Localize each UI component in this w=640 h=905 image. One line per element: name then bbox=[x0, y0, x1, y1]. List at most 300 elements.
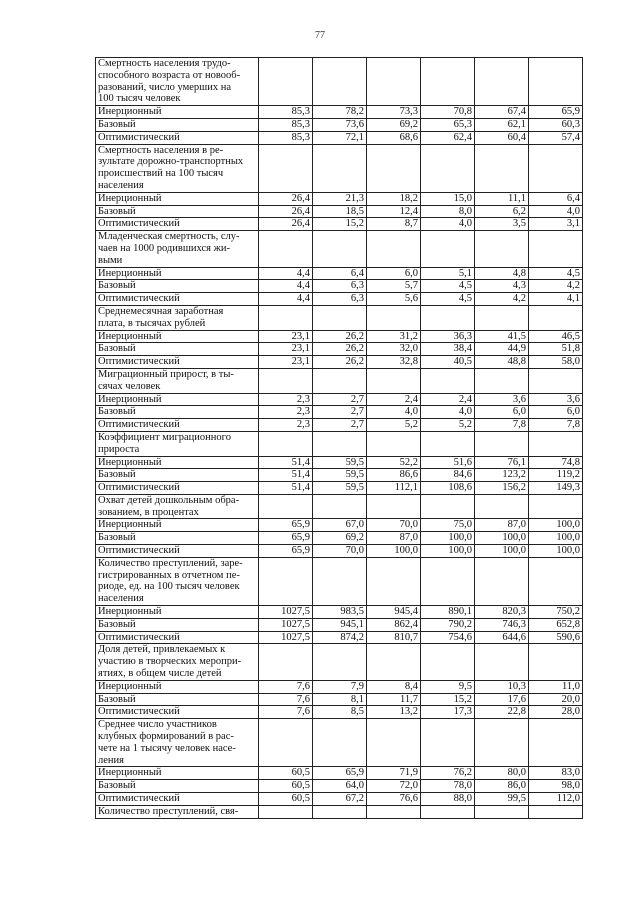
table-row bbox=[96, 330, 583, 343]
value-cell: 156,2 bbox=[475, 482, 529, 495]
scenario-label: Инерционный bbox=[96, 680, 259, 693]
empty-cell bbox=[475, 557, 529, 605]
value-cell: 76,6 bbox=[367, 793, 421, 806]
indicator-title-line: 100 тысяч человек bbox=[98, 93, 181, 105]
value-cell: 26,2 bbox=[313, 356, 367, 369]
indicator-title-line: риоде, ед. на 100 тысяч человек bbox=[98, 581, 240, 593]
value-cell: 890,1 bbox=[421, 606, 475, 619]
value-cell: 51,4 bbox=[259, 469, 313, 482]
table-row bbox=[96, 343, 583, 356]
empty-cell bbox=[529, 805, 583, 818]
value-cell: 13,2 bbox=[367, 706, 421, 719]
value-cell: 8,5 bbox=[313, 706, 367, 719]
indicator-title bbox=[96, 144, 259, 192]
value-cell: 84,6 bbox=[421, 469, 475, 482]
empty-cell bbox=[475, 644, 529, 680]
indicator-title-line: зультате дорожно-транспортных bbox=[98, 156, 244, 168]
value-cell: 32,0 bbox=[367, 343, 421, 356]
value-cell: 4,1 bbox=[529, 293, 583, 306]
value-cell: 100,0 bbox=[421, 532, 475, 545]
scenario-label: Базовый bbox=[96, 118, 259, 131]
value-cell: 21,3 bbox=[313, 192, 367, 205]
value-cell: 6,2 bbox=[475, 205, 529, 218]
empty-cell bbox=[259, 58, 313, 106]
table-row bbox=[96, 356, 583, 369]
value-cell: 69,2 bbox=[367, 118, 421, 131]
indicator-header-row bbox=[96, 805, 583, 818]
value-cell: 8,1 bbox=[313, 693, 367, 706]
empty-cell bbox=[259, 719, 313, 767]
table-row bbox=[96, 631, 583, 644]
value-cell: 65,9 bbox=[259, 519, 313, 532]
indicator-title bbox=[96, 557, 259, 605]
scenario-label: Оптимистический bbox=[96, 545, 259, 558]
value-cell: 78,2 bbox=[313, 106, 367, 119]
value-cell: 18,2 bbox=[367, 192, 421, 205]
empty-cell bbox=[313, 719, 367, 767]
value-cell: 112,0 bbox=[529, 793, 583, 806]
scenario-label: Оптимистический bbox=[96, 293, 259, 306]
value-cell: 2,3 bbox=[259, 406, 313, 419]
value-cell: 38,4 bbox=[421, 343, 475, 356]
value-cell: 7,9 bbox=[313, 680, 367, 693]
table-body bbox=[96, 58, 583, 819]
value-cell: 2,4 bbox=[367, 393, 421, 406]
indicator-title-line: Охват детей дошкольным обра- bbox=[98, 494, 240, 506]
table-row bbox=[96, 118, 583, 131]
table-row bbox=[96, 456, 583, 469]
value-cell: 73,6 bbox=[313, 118, 367, 131]
table-row bbox=[96, 106, 583, 119]
value-cell: 3,5 bbox=[475, 218, 529, 231]
value-cell: 1027,5 bbox=[259, 618, 313, 631]
value-cell: 100,0 bbox=[475, 545, 529, 558]
indicator-title-line: способного возраста от новооб- bbox=[98, 69, 241, 81]
value-cell: 32,8 bbox=[367, 356, 421, 369]
value-cell: 65,9 bbox=[313, 767, 367, 780]
indicator-title bbox=[96, 494, 259, 519]
indicator-title bbox=[96, 431, 259, 456]
indicator-header-row bbox=[96, 557, 583, 605]
value-cell: 5,7 bbox=[367, 280, 421, 293]
value-cell: 6,0 bbox=[529, 406, 583, 419]
value-cell: 2,4 bbox=[421, 393, 475, 406]
value-cell: 9,5 bbox=[421, 680, 475, 693]
indicator-title-line: плата, в тысячах рублей bbox=[98, 317, 206, 329]
table-row bbox=[96, 131, 583, 144]
scenario-label: Базовый bbox=[96, 280, 259, 293]
value-cell: 7,6 bbox=[259, 693, 313, 706]
scenario-label: Оптимистический bbox=[96, 131, 259, 144]
value-cell: 15,2 bbox=[313, 218, 367, 231]
value-cell: 810,7 bbox=[367, 631, 421, 644]
value-cell: 17,3 bbox=[421, 706, 475, 719]
empty-cell bbox=[475, 431, 529, 456]
value-cell: 652,8 bbox=[529, 618, 583, 631]
indicator-title-line: чете на 1 тысячу человек насе- bbox=[98, 742, 236, 754]
indicator-title-line: Среднемесячная заработная bbox=[98, 305, 224, 317]
scenario-label: Оптимистический bbox=[96, 793, 259, 806]
empty-cell bbox=[529, 431, 583, 456]
value-cell: 5,2 bbox=[421, 419, 475, 432]
value-cell: 1027,5 bbox=[259, 606, 313, 619]
value-cell: 746,3 bbox=[475, 618, 529, 631]
empty-cell bbox=[421, 231, 475, 267]
scenario-label: Инерционный bbox=[96, 192, 259, 205]
empty-cell bbox=[367, 719, 421, 767]
empty-cell bbox=[313, 144, 367, 192]
empty-cell bbox=[475, 805, 529, 818]
value-cell: 75,0 bbox=[421, 519, 475, 532]
indicator-header-row bbox=[96, 144, 583, 192]
value-cell: 4,3 bbox=[475, 280, 529, 293]
value-cell: 790,2 bbox=[421, 618, 475, 631]
empty-cell bbox=[421, 719, 475, 767]
scenario-label: Инерционный bbox=[96, 606, 259, 619]
value-cell: 40,5 bbox=[421, 356, 475, 369]
empty-cell bbox=[421, 144, 475, 192]
value-cell: 8,7 bbox=[367, 218, 421, 231]
empty-cell bbox=[367, 58, 421, 106]
table-row bbox=[96, 406, 583, 419]
value-cell: 15,0 bbox=[421, 192, 475, 205]
value-cell: 67,2 bbox=[313, 793, 367, 806]
empty-cell bbox=[367, 805, 421, 818]
value-cell: 112,1 bbox=[367, 482, 421, 495]
empty-cell bbox=[475, 231, 529, 267]
empty-cell bbox=[313, 644, 367, 680]
value-cell: 5,2 bbox=[367, 419, 421, 432]
empty-cell bbox=[529, 231, 583, 267]
value-cell: 57,4 bbox=[529, 131, 583, 144]
scenario-label: Оптимистический bbox=[96, 419, 259, 432]
empty-cell bbox=[313, 368, 367, 393]
value-cell: 26,4 bbox=[259, 205, 313, 218]
empty-cell bbox=[259, 494, 313, 519]
empty-cell bbox=[259, 368, 313, 393]
value-cell: 4,5 bbox=[529, 267, 583, 280]
indicator-header-row bbox=[96, 368, 583, 393]
value-cell: 4,2 bbox=[475, 293, 529, 306]
value-cell: 8,4 bbox=[367, 680, 421, 693]
indicator-title bbox=[96, 231, 259, 267]
empty-cell bbox=[313, 494, 367, 519]
table-row bbox=[96, 469, 583, 482]
empty-cell bbox=[421, 805, 475, 818]
value-cell: 4,0 bbox=[421, 218, 475, 231]
value-cell: 65,9 bbox=[529, 106, 583, 119]
value-cell: 6,4 bbox=[313, 267, 367, 280]
value-cell: 8,0 bbox=[421, 205, 475, 218]
value-cell: 26,4 bbox=[259, 218, 313, 231]
indicator-header-row bbox=[96, 305, 583, 330]
scenario-label: Инерционный bbox=[96, 267, 259, 280]
value-cell: 4,0 bbox=[367, 406, 421, 419]
value-cell: 11,7 bbox=[367, 693, 421, 706]
value-cell: 750,2 bbox=[529, 606, 583, 619]
value-cell: 46,5 bbox=[529, 330, 583, 343]
value-cell: 2,7 bbox=[313, 419, 367, 432]
value-cell: 11,1 bbox=[475, 192, 529, 205]
value-cell: 4,4 bbox=[259, 280, 313, 293]
value-cell: 5,6 bbox=[367, 293, 421, 306]
scenario-label: Оптимистический bbox=[96, 631, 259, 644]
table-row bbox=[96, 793, 583, 806]
value-cell: 65,9 bbox=[259, 545, 313, 558]
value-cell: 23,1 bbox=[259, 343, 313, 356]
value-cell: 68,6 bbox=[367, 131, 421, 144]
value-cell: 67,4 bbox=[475, 106, 529, 119]
scenario-label: Базовый bbox=[96, 693, 259, 706]
value-cell: 69,2 bbox=[313, 532, 367, 545]
value-cell: 59,5 bbox=[313, 456, 367, 469]
value-cell: 52,2 bbox=[367, 456, 421, 469]
value-cell: 65,9 bbox=[259, 532, 313, 545]
scenario-label: Базовый bbox=[96, 780, 259, 793]
indicator-title bbox=[96, 805, 259, 818]
value-cell: 100,0 bbox=[529, 532, 583, 545]
indicator-title-line: прироста bbox=[98, 443, 140, 455]
indicator-title-line: выми bbox=[98, 254, 123, 266]
indicator-title bbox=[96, 58, 259, 106]
empty-cell bbox=[421, 431, 475, 456]
table-row bbox=[96, 293, 583, 306]
indicator-title-line: Смертность населения трудо- bbox=[98, 58, 231, 69]
empty-cell bbox=[367, 431, 421, 456]
scenario-label: Оптимистический bbox=[96, 356, 259, 369]
empty-cell bbox=[421, 368, 475, 393]
value-cell: 4,0 bbox=[421, 406, 475, 419]
scenario-label: Инерционный bbox=[96, 106, 259, 119]
indicator-title-line: происшествий на 100 тысяч bbox=[98, 168, 224, 180]
empty-cell bbox=[529, 368, 583, 393]
value-cell: 15,2 bbox=[421, 693, 475, 706]
value-cell: 6,3 bbox=[313, 293, 367, 306]
value-cell: 74,8 bbox=[529, 456, 583, 469]
indicator-title bbox=[96, 368, 259, 393]
value-cell: 80,0 bbox=[475, 767, 529, 780]
table-row bbox=[96, 280, 583, 293]
table-row bbox=[96, 205, 583, 218]
indicator-header-row bbox=[96, 58, 583, 106]
value-cell: 28,0 bbox=[529, 706, 583, 719]
value-cell: 70,8 bbox=[421, 106, 475, 119]
table-row bbox=[96, 767, 583, 780]
scenario-label: Инерционный bbox=[96, 767, 259, 780]
indicator-title-line: Младенческая смертность, слу- bbox=[98, 231, 240, 243]
value-cell: 88,0 bbox=[421, 793, 475, 806]
value-cell: 78,0 bbox=[421, 780, 475, 793]
empty-cell bbox=[367, 494, 421, 519]
value-cell: 72,1 bbox=[313, 131, 367, 144]
value-cell: 76,1 bbox=[475, 456, 529, 469]
empty-cell bbox=[259, 805, 313, 818]
empty-cell bbox=[313, 557, 367, 605]
value-cell: 4,5 bbox=[421, 280, 475, 293]
value-cell: 4,4 bbox=[259, 267, 313, 280]
empty-cell bbox=[529, 58, 583, 106]
value-cell: 62,1 bbox=[475, 118, 529, 131]
page-number: 77 bbox=[315, 30, 325, 41]
indicator-header-row bbox=[96, 494, 583, 519]
scenario-label: Инерционный bbox=[96, 393, 259, 406]
value-cell: 6,3 bbox=[313, 280, 367, 293]
value-cell: 23,1 bbox=[259, 356, 313, 369]
value-cell: 108,6 bbox=[421, 482, 475, 495]
empty-cell bbox=[367, 305, 421, 330]
indicator-table bbox=[95, 57, 583, 819]
value-cell: 22,8 bbox=[475, 706, 529, 719]
indicator-title-line: Количество преступлений, свя- bbox=[98, 805, 239, 817]
indicator-title-line: населения bbox=[98, 179, 144, 191]
empty-cell bbox=[529, 494, 583, 519]
empty-cell bbox=[367, 144, 421, 192]
empty-cell bbox=[259, 144, 313, 192]
empty-cell bbox=[313, 231, 367, 267]
value-cell: 12,4 bbox=[367, 205, 421, 218]
indicator-title-line: населения bbox=[98, 593, 144, 605]
value-cell: 3,6 bbox=[475, 393, 529, 406]
scenario-label: Базовый bbox=[96, 618, 259, 631]
indicator-title-line: ления bbox=[98, 754, 124, 766]
table-row bbox=[96, 780, 583, 793]
value-cell: 3,6 bbox=[529, 393, 583, 406]
value-cell: 71,9 bbox=[367, 767, 421, 780]
empty-cell bbox=[421, 557, 475, 605]
empty-cell bbox=[259, 305, 313, 330]
indicator-title-line: Коэффициент миграционного bbox=[98, 431, 231, 443]
value-cell: 59,5 bbox=[313, 482, 367, 495]
empty-cell bbox=[259, 431, 313, 456]
empty-cell bbox=[259, 557, 313, 605]
value-cell: 31,2 bbox=[367, 330, 421, 343]
empty-cell bbox=[475, 144, 529, 192]
value-cell: 7,6 bbox=[259, 706, 313, 719]
value-cell: 60,5 bbox=[259, 780, 313, 793]
empty-cell bbox=[475, 305, 529, 330]
indicator-title-line: сячах человек bbox=[98, 380, 161, 392]
indicator-title-line: Количество преступлений, заре- bbox=[98, 557, 243, 569]
table-row bbox=[96, 532, 583, 545]
table-row bbox=[96, 393, 583, 406]
indicator-title-line: Смертность населения в ре- bbox=[98, 144, 224, 156]
indicator-title-line: зованием, в процентах bbox=[98, 506, 199, 518]
value-cell: 70,0 bbox=[367, 519, 421, 532]
value-cell: 119,2 bbox=[529, 469, 583, 482]
value-cell: 20,0 bbox=[529, 693, 583, 706]
value-cell: 754,6 bbox=[421, 631, 475, 644]
value-cell: 60,5 bbox=[259, 793, 313, 806]
value-cell: 86,0 bbox=[475, 780, 529, 793]
value-cell: 983,5 bbox=[313, 606, 367, 619]
value-cell: 2,3 bbox=[259, 419, 313, 432]
empty-cell bbox=[529, 144, 583, 192]
indicator-header-row bbox=[96, 231, 583, 267]
empty-cell bbox=[367, 557, 421, 605]
value-cell: 4,5 bbox=[421, 293, 475, 306]
empty-cell bbox=[421, 58, 475, 106]
value-cell: 73,3 bbox=[367, 106, 421, 119]
empty-cell bbox=[313, 58, 367, 106]
value-cell: 51,4 bbox=[259, 456, 313, 469]
scenario-label: Инерционный bbox=[96, 456, 259, 469]
value-cell: 149,3 bbox=[529, 482, 583, 495]
value-cell: 48,8 bbox=[475, 356, 529, 369]
value-cell: 87,0 bbox=[367, 532, 421, 545]
value-cell: 7,8 bbox=[475, 419, 529, 432]
value-cell: 10,3 bbox=[475, 680, 529, 693]
value-cell: 51,4 bbox=[259, 482, 313, 495]
value-cell: 87,0 bbox=[475, 519, 529, 532]
value-cell: 6,0 bbox=[475, 406, 529, 419]
value-cell: 100,0 bbox=[529, 545, 583, 558]
table-row bbox=[96, 680, 583, 693]
scenario-label: Базовый bbox=[96, 469, 259, 482]
indicator-title bbox=[96, 644, 259, 680]
value-cell: 4,2 bbox=[529, 280, 583, 293]
value-cell: 7,8 bbox=[529, 419, 583, 432]
indicator-title-line: чаев на 1000 родившихся жи- bbox=[98, 242, 230, 254]
value-cell: 60,5 bbox=[259, 767, 313, 780]
scenario-label: Базовый bbox=[96, 343, 259, 356]
value-cell: 2,3 bbox=[259, 393, 313, 406]
empty-cell bbox=[475, 58, 529, 106]
value-cell: 6,4 bbox=[529, 192, 583, 205]
table-row bbox=[96, 606, 583, 619]
value-cell: 85,3 bbox=[259, 131, 313, 144]
value-cell: 4,0 bbox=[529, 205, 583, 218]
value-cell: 2,7 bbox=[313, 406, 367, 419]
empty-cell bbox=[313, 431, 367, 456]
value-cell: 945,4 bbox=[367, 606, 421, 619]
empty-cell bbox=[313, 805, 367, 818]
value-cell: 23,1 bbox=[259, 330, 313, 343]
indicator-title-line: участию в творческих меропри- bbox=[98, 656, 242, 668]
value-cell: 100,0 bbox=[475, 532, 529, 545]
table-row bbox=[96, 218, 583, 231]
empty-cell bbox=[529, 557, 583, 605]
indicator-title-line: гистрированных в отчетном пе- bbox=[98, 569, 240, 581]
scenario-label: Инерционный bbox=[96, 330, 259, 343]
value-cell: 65,3 bbox=[421, 118, 475, 131]
empty-cell bbox=[259, 644, 313, 680]
value-cell: 1027,5 bbox=[259, 631, 313, 644]
value-cell: 7,6 bbox=[259, 680, 313, 693]
value-cell: 59,5 bbox=[313, 469, 367, 482]
table-row bbox=[96, 519, 583, 532]
empty-cell bbox=[421, 494, 475, 519]
scenario-label: Базовый bbox=[96, 532, 259, 545]
value-cell: 26,4 bbox=[259, 192, 313, 205]
value-cell: 98,0 bbox=[529, 780, 583, 793]
value-cell: 100,0 bbox=[421, 545, 475, 558]
indicator-title-line: Доля детей, привлекаемых к bbox=[98, 644, 226, 656]
value-cell: 76,2 bbox=[421, 767, 475, 780]
scenario-label: Оптимистический bbox=[96, 482, 259, 495]
empty-cell bbox=[367, 231, 421, 267]
scenario-label: Инерционный bbox=[96, 519, 259, 532]
empty-cell bbox=[475, 719, 529, 767]
empty-cell bbox=[259, 231, 313, 267]
indicator-header-row bbox=[96, 719, 583, 767]
value-cell: 17,6 bbox=[475, 693, 529, 706]
value-cell: 820,3 bbox=[475, 606, 529, 619]
indicator-title-line: разований, число умерших на bbox=[98, 81, 232, 93]
indicator-title-line: Среднее число участников bbox=[98, 719, 217, 731]
value-cell: 85,3 bbox=[259, 118, 313, 131]
empty-cell bbox=[421, 305, 475, 330]
value-cell: 83,0 bbox=[529, 767, 583, 780]
